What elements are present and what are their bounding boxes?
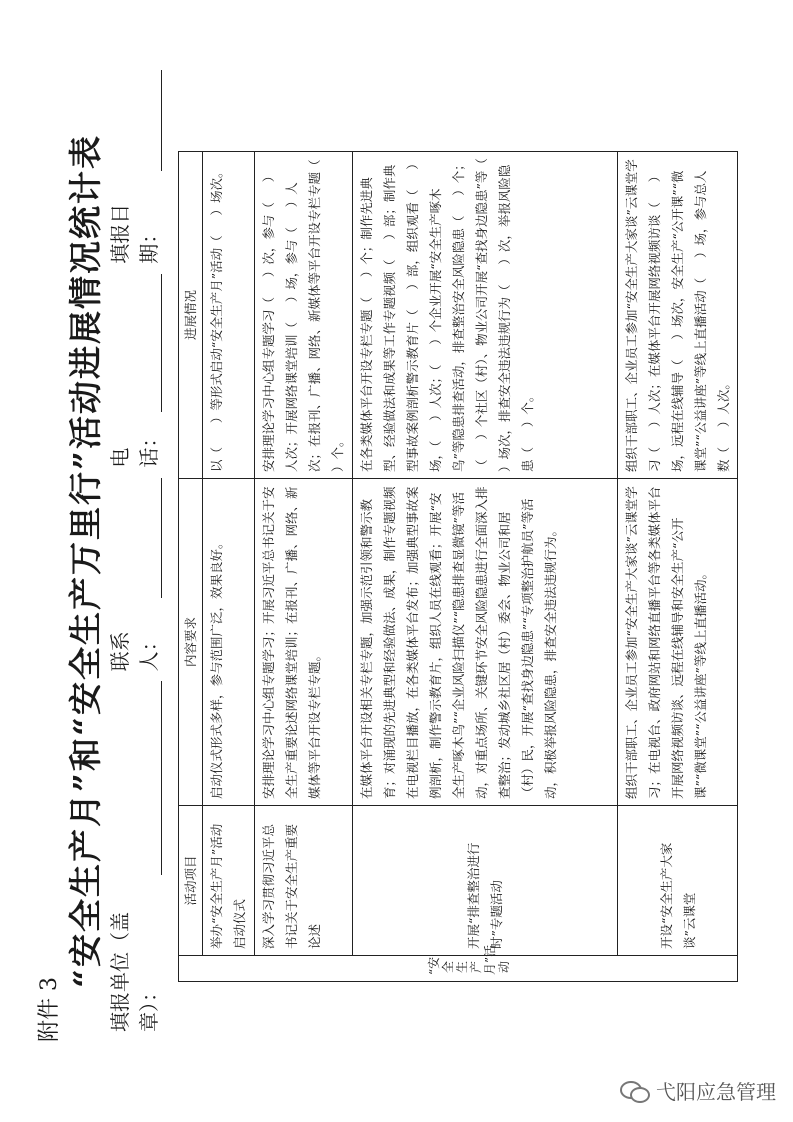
phone-label: 电话： — [108, 427, 161, 468]
progress-table — [178, 138, 738, 982]
phone-blank[interactable] — [135, 274, 162, 412]
content-cell: 组织干部职工、企业员工参加“安全生产大家谈”云课堂学习；在电视台、政府网站和网络直播平台等各类媒体平台开展网络视频访谈、远程在线辅导和安全生产“公开课”“微课堂”“公益讲座”等线上直播活动。 — [618, 479, 738, 806]
activity-cell: 开设“安全生产大家谈”云课堂 — [618, 806, 738, 956]
contact-label: 联系人： — [108, 631, 161, 672]
contact-blank[interactable] — [135, 478, 162, 598]
date-blank[interactable] — [135, 70, 162, 172]
unit-label: 填报单位（盖章）： — [108, 912, 161, 1032]
watermark-text: 弋阳应急管理 — [656, 1080, 776, 1104]
table-row — [203, 152, 255, 982]
table-row — [618, 152, 738, 982]
date-field — [104, 70, 162, 264]
header-fields — [108, 70, 162, 1032]
header-content: 内容要求 — [179, 479, 203, 806]
activity-cell: 深入学习贯彻习近平总书记关于安全生产重要论述 — [255, 806, 353, 956]
page-title: “安全生产月”和“安全生产万里行”活动进展情况统计表 — [66, 134, 105, 988]
header-row — [179, 152, 203, 982]
progress-cell: 安排理论学习中心组专题学习（ ）次，参与（ ）人次；开展网络课堂培训（ ）场，参与（ ）人次；在报刊、广播、网络、新媒体等平台开设专栏专题（ ）个。 — [255, 152, 353, 479]
watermark — [620, 1076, 776, 1105]
contact-field — [104, 478, 162, 672]
category-label: “安全生产月”活动 — [427, 944, 511, 975]
header-progress: 进展情况 — [179, 152, 203, 479]
progress-cell: 在各类媒体平台开设专栏专题（ ）个；制作先进典型、经验做法和成果等工作专题视频（ ）部；制作典型事故案例剖析警示教育片（ ）部，组织观看（ ）场，（ ）人次；（ ）个企业开展“安全生产啄木鸟”等隐患排查活动，排查整治安全风险隐患（ ）个；（ ）个社区（村）、物业公司开展“查找身边隐患”等（ ）场次，排查安全违法违规行为（ ）次，举报风险隐患（ ）个。 — [353, 152, 618, 479]
table-row — [353, 152, 618, 982]
date-label: 填报日期： — [108, 203, 161, 264]
progress-cell: 以（ ）等形式启动“安全生产月”活动（ ）场次。 — [203, 152, 255, 479]
content-cell: 启动仪式形式多样，参与范围广泛，效果良好。 — [203, 479, 255, 806]
activity-cell: 举办“安全生产月”活动启动仪式 — [203, 806, 255, 956]
table-row — [255, 152, 353, 982]
progress-cell: 组织干部职工、企业员工参加“安全生产大家谈”云课堂学习（ ）人次；在媒体平台开展网络视频访谈（ ）场，远程在线辅导（ ）场次，安全生产“公开课”“微课堂”“公益讲座”等线上直播活动（ ）场，参与总人数（ ）人次。 — [618, 152, 738, 479]
phone-field — [104, 274, 162, 468]
category-cell — [179, 944, 738, 982]
content-cell: 在媒体平台开设相关专栏专题，加强示范引领和警示教育；对涌现的先进典型和经验做法、成果，制作专题视频在电视栏目播放，在各类媒体平台发布；加强典型事故案例剖析，制作警示教育片，组织人员在线观看；开展“安全生产啄木鸟”“企业风险扫描仪”“隐患排查显微镜”等活动，对重点场所、关键环节安全风险隐患进行全面深入排查整治；发动城乡社区居（村）委会、物业公司和居（村）民，开展“查找身边隐患”“专项整治护航员”等活动，积极举报风险隐患，排查安全违法违规行为。 — [353, 479, 618, 806]
content-cell: 安排理论学习中心组专题学习；开展习近平总书记关于安全生产重要论述网络课堂培训；在报刊、广播、网络、新媒体等平台开设专栏专题。 — [255, 479, 353, 806]
header-activity: 活动项目 — [179, 806, 203, 956]
activity-cell: 开展“排查整治进行时”专题活动 — [353, 806, 618, 956]
unit-field — [104, 681, 162, 1032]
attachment-label: 附件 3 — [37, 977, 62, 1042]
unit-blank[interactable] — [135, 681, 162, 875]
wechat-icon — [620, 1079, 648, 1103]
